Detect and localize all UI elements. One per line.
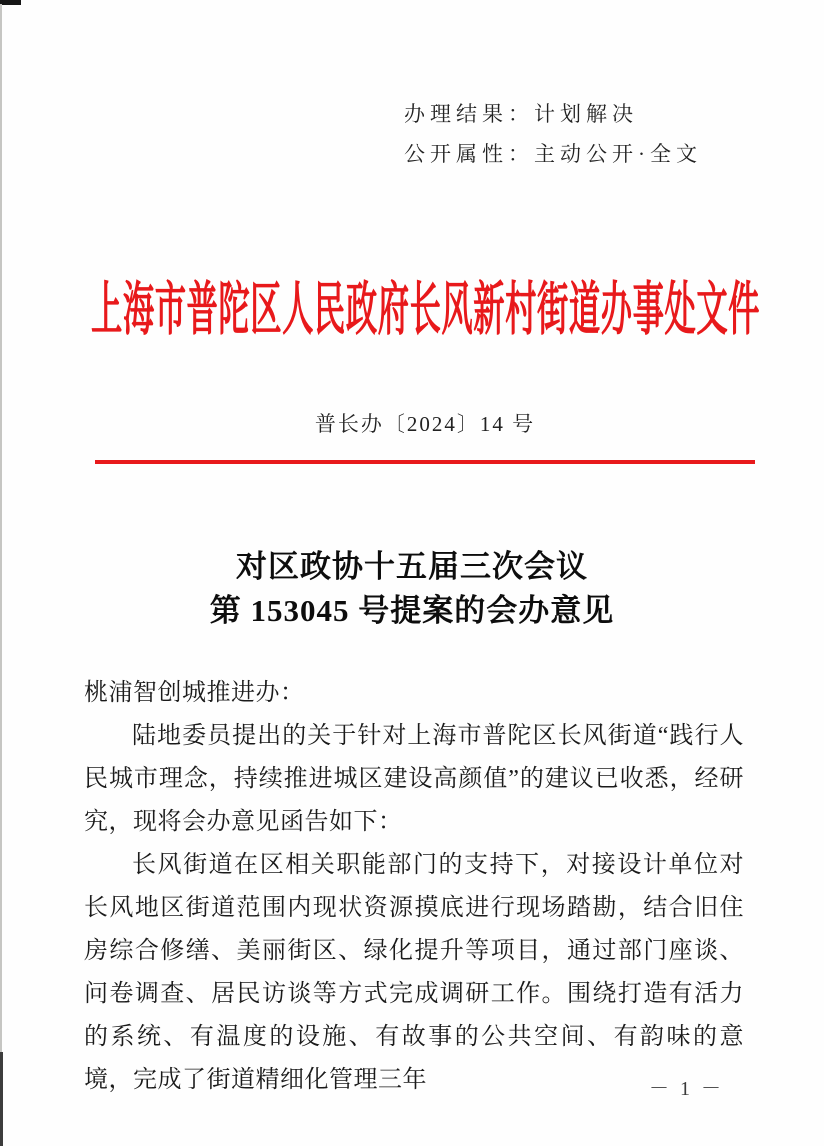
scan-artifact-left-edge	[0, 4, 2, 1052]
scan-artifact-left-edge-bottom	[0, 1052, 3, 1146]
document-title	[82, 545, 742, 633]
body-paragraph-1: 陆地委员提出的关于针对上海市普陀区长风街道“践行人民城市理念，持续推进城区建设高颜值”的建议已收悉，经研究，现将会办意见函告如下：	[84, 723, 744, 835]
scan-artifact-top-bar	[0, 0, 21, 5]
document-body	[84, 672, 744, 1102]
handling-result-line: 办理结果：计划解决	[404, 102, 638, 126]
body-paragraph-2: 长风街道在区相关职能部门的支持下，对接设计单位对长风地区街道范围内现状资源摸底进行现场踏勘，结合旧住房综合修缮、美丽街区、绿化提升等项目，通过部门座谈、问卷调查、居民访谈等方式完成调研工作。围绕打造有活力的系统、有温度的设施、有故事的公共空间、有韵味的意境，完成了街道精细化管理三年	[84, 852, 744, 1093]
document-title-line1: 对区政协十五届三次会议	[236, 549, 588, 584]
document-title-line2: 第 153045 号提案的会办意见	[209, 593, 615, 628]
letterhead	[90, 258, 760, 350]
red-divider-line	[95, 460, 755, 464]
doc-number: 普长办〔2024〕14 号	[314, 412, 536, 436]
page-number: － 1 －	[649, 1078, 724, 1100]
salutation: 桃浦智创城推进办：	[84, 680, 305, 706]
header-meta	[404, 94, 702, 174]
publicity-attribute-line: 公开属性：主动公开·全文	[404, 142, 702, 166]
letterhead-title: 上海市普陀区人民政府长风新村街道办事处文件	[90, 277, 760, 342]
